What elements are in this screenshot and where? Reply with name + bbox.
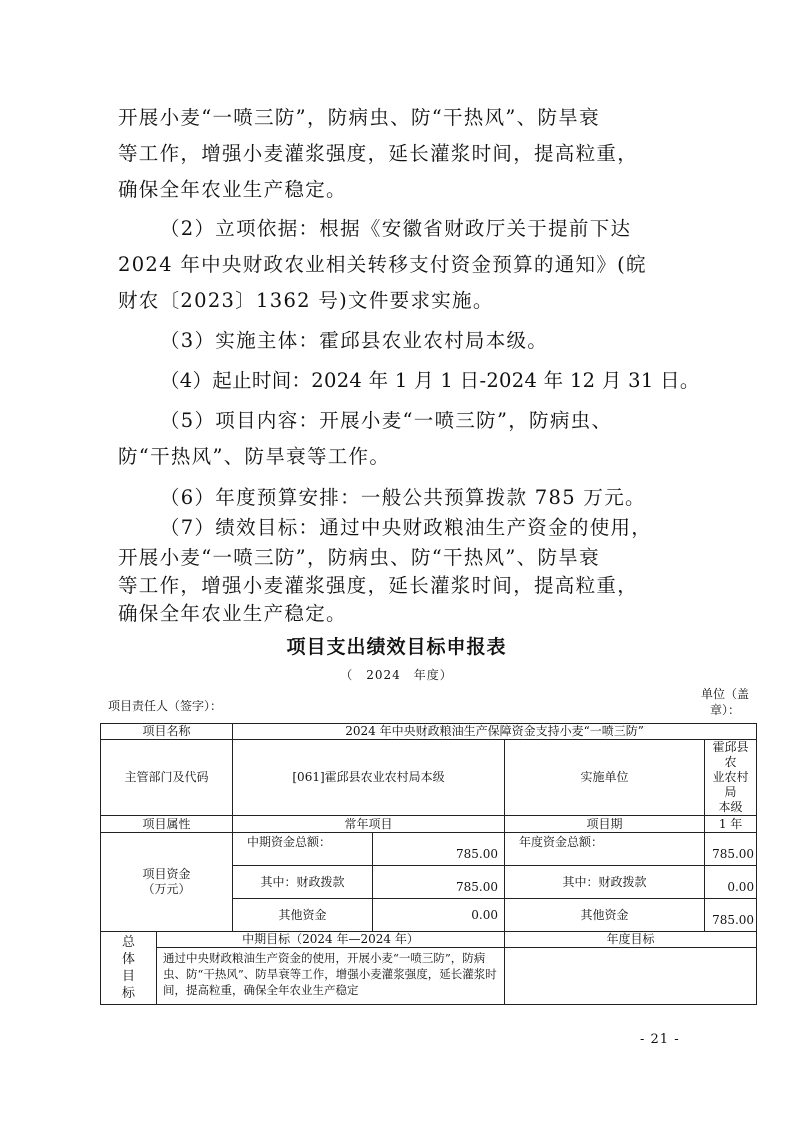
dept-label: 主管部门及代码 [101, 740, 233, 816]
year-fiscal-value: 0.00 [705, 866, 757, 899]
attr-label: 项目属性 [101, 816, 233, 833]
body-line-13: 开展小麦“一喷三防”，防病虫、防“干热风”、防旱衰 [118, 546, 600, 569]
impl-unit-value: 霍邱县农 业农村局 本级 [705, 740, 757, 816]
attr-value: 常年项目 [233, 816, 505, 833]
body-line-6: 财农〔2023〕1362 号)文件要求实施。 [118, 289, 494, 312]
mid-fiscal-label: 其中：财政拨款 [233, 866, 373, 899]
mid-other-value: 0.00 [373, 899, 505, 932]
year-goal-header: 年度目标 [505, 932, 757, 948]
unit-seal-label: 单位（盖 章）： [700, 687, 749, 717]
row-project-name [101, 724, 757, 740]
period-value: 1 年 [705, 816, 757, 833]
row-funds-total [101, 833, 757, 866]
body-line-14: 等工作，增强小麦灌浆强度，延长灌浆时间，提高粒重， [118, 574, 639, 597]
year-fiscal-label: 其中：财政拨款 [505, 866, 705, 899]
body-line-10: 防“干热风”、防旱衰等工作。 [118, 445, 391, 468]
body-line-15: 确保全年农业生产稳定。 [118, 602, 347, 625]
row-goal-header [101, 932, 757, 948]
body-line-11: （6）年度预算安排：一般公共预算拨款 785 万元。 [160, 486, 646, 509]
body-line-1: 开展小麦“一喷三防”，防病虫、防“干热风”、防旱衰 [118, 106, 600, 129]
body-line-5: 2024 年中央财政农业相关转移支付资金预算的通知》(皖 [118, 253, 647, 276]
period-label: 项目期 [505, 816, 705, 833]
overall-goal-label: 总 体 目 标 [101, 932, 157, 1005]
project-name-label: 项目名称 [101, 724, 233, 740]
project-name-value: 2024 年中央财政粮油生产保障资金支持小麦“一喷三防” [233, 724, 757, 740]
mid-total-value: 785.00 [373, 833, 505, 866]
funds-label: 项目资金 （万元） [101, 833, 233, 932]
mid-other-label: 其他资金 [233, 899, 373, 932]
row-attribute [101, 816, 757, 833]
body-line-3: 确保全年农业生产稳定。 [118, 178, 347, 201]
body-line-12: （7）绩效目标：通过中央财政粮油生产资金的使用， [160, 516, 653, 539]
mid-goal-text: 通过中央财政粮油生产资金的使用，开展小麦“一喷三防”，防病虫、防“干热风”、防旱衰等工作，增强小麦灌浆强度，延长灌浆时间，提高粒重，确保全年农业生产稳定 [157, 948, 505, 1005]
year-other-label: 其他资金 [505, 899, 705, 932]
page-number: - 21 - [640, 1032, 680, 1047]
year-other-value: 785.00 [705, 899, 757, 932]
mid-total-label: 中期资金总额： [233, 833, 373, 866]
year-total-label: 年度资金总额： [505, 833, 705, 866]
dept-value: [061]霍邱县农业农村局本级 [233, 740, 505, 816]
body-line-7: （3）实施主体：霍邱县农业农村局本级。 [160, 329, 549, 352]
year-goal-text [505, 948, 757, 1005]
form-title: 项目支出绩效目标申报表 [286, 636, 507, 658]
body-line-4: （2）立项依据：根据《安徽省财政厅关于提前下达 [160, 217, 632, 240]
body-line-8: （4）起止时间：2024 年 1 月 1 日-2024 年 12 月 31 日。 [160, 369, 700, 392]
impl-unit-label: 实施单位 [505, 740, 705, 816]
mid-goal-header: 中期目标（2024 年—2024 年） [157, 932, 505, 948]
row-department [101, 740, 757, 816]
body-line-2: 等工作，增强小麦灌浆强度，延长灌浆时间，提高粒重， [118, 142, 639, 165]
mid-fiscal-value: 785.00 [373, 866, 505, 899]
performance-table [100, 723, 757, 1005]
year-total-value: 785.00 [705, 833, 757, 866]
form-year: （ 2024 年度） [340, 668, 453, 682]
body-line-9: （5）项目内容：开展小麦“一喷三防”，防病虫、 [160, 409, 613, 432]
row-goal-content [101, 948, 757, 1005]
responsible-label: 项目责任人（签字）： [108, 699, 223, 713]
